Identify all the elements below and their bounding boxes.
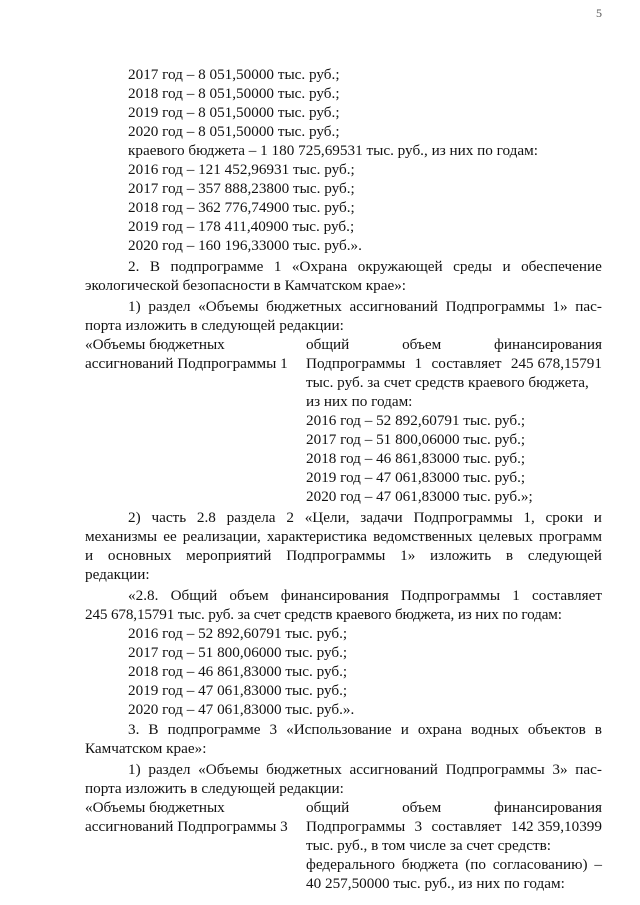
word: 2.8 — [196, 509, 216, 526]
word: 1» — [552, 298, 568, 315]
word: 3. — [128, 721, 140, 738]
table1-left-label-1: «Объемы бюджетных — [85, 336, 225, 353]
word: 1 — [273, 258, 282, 275]
word: изложить — [430, 547, 492, 564]
word: целевых — [478, 528, 533, 545]
list-item: 2017 год – 357 888,23800 тыс. руб.; — [128, 180, 355, 197]
word: программ — [538, 528, 602, 545]
item2-2-line4: редакции: — [85, 566, 150, 583]
word: пас- — [575, 298, 602, 315]
word: охрана — [417, 721, 462, 738]
word: составляет — [431, 818, 502, 835]
word: (по — [465, 856, 486, 873]
word: в — [594, 721, 602, 738]
word: «2.8. — [128, 587, 159, 604]
table3-right-line5: 40 257,50000 тыс. руб., из них по годам: — [306, 875, 565, 892]
table1-right-line1 — [306, 335, 602, 354]
word: 3 — [414, 818, 423, 835]
page-number: 5 — [596, 6, 602, 20]
word: В — [149, 258, 161, 275]
word: бюджетных — [266, 298, 342, 315]
item3-1-line2: порта изложить в следующей редакции: — [85, 780, 344, 797]
word: 245 678,15791 — [510, 355, 602, 372]
list-item: 2018 год – 46 861,83000 тыс. руб.; — [306, 450, 526, 467]
word: 1, — [523, 509, 535, 526]
table3-right-line1 — [306, 798, 602, 817]
regional-budget-intro: краевого бюджета – 1 180 725,69531 тыс. руб., из них по годам: — [128, 142, 538, 159]
word: 1 — [512, 587, 520, 604]
table1-right-line4: из них по годам: — [306, 393, 413, 410]
word: окружающей — [357, 258, 443, 275]
word: 2. — [128, 258, 140, 275]
word: Подпрограммы — [400, 587, 501, 604]
word: и — [502, 258, 511, 275]
quote28-line1 — [128, 586, 602, 605]
word: 3 — [269, 721, 278, 738]
word: общий — [306, 336, 350, 353]
word: раздела — [226, 509, 276, 526]
word: Подпрограммы — [413, 509, 513, 526]
word: 2 — [286, 509, 294, 526]
list-item: 2017 год – 51 800,06000 тыс. руб.; — [128, 644, 348, 661]
word: «Использование — [286, 721, 392, 738]
word: объем — [229, 587, 269, 604]
word: 2) — [128, 509, 141, 526]
table3-left-label-1: «Объемы бюджетных — [85, 799, 225, 816]
word: объектов — [527, 721, 586, 738]
word: 1) — [128, 298, 141, 315]
table3-left-label-2: ассигнований Подпрограммы 3 — [85, 818, 288, 835]
word: 142 359,10399 — [510, 818, 602, 835]
list-item: 2020 год – 47 061,83000 тыс. руб.». — [128, 701, 355, 718]
word: «Охрана — [291, 258, 348, 275]
word: следующей — [527, 547, 602, 564]
word: ассигнований — [349, 298, 438, 315]
word: часть — [151, 509, 187, 526]
word: финансирования — [494, 336, 602, 353]
word: объем — [402, 799, 442, 816]
word: 1 — [414, 355, 423, 372]
list-item: 2018 год – 46 861,83000 тыс. руб.; — [128, 663, 348, 680]
list-item: 2019 год – 47 061,83000 тыс. руб.; — [128, 682, 348, 699]
list-item: 2018 год – 8 051,50000 тыс. руб.; — [128, 85, 340, 102]
word: 1) — [128, 761, 141, 778]
word: финансирования — [494, 799, 602, 816]
list-item: 2016 год – 121 452,96931 тыс. руб.; — [128, 161, 355, 178]
list-item: 2019 год – 178 411,40900 тыс. руб.; — [128, 218, 355, 235]
table1-left-label-2: ассигнований Подпрограммы 1 — [85, 355, 288, 372]
word: в — [505, 547, 514, 564]
word: 3» — [552, 761, 568, 778]
word: ее — [163, 528, 177, 545]
list-item: 2017 год – 51 800,06000 тыс. руб.; — [306, 431, 526, 448]
word: сроки — [545, 509, 583, 526]
word: подпрограмме — [167, 721, 261, 738]
list-item: 2016 год – 52 892,60791 тыс. руб.; — [306, 412, 526, 429]
list-item: 2020 год – 160 196,33000 тыс. руб.». — [128, 237, 362, 254]
word: обеспечение — [521, 258, 602, 275]
table3-right-line3: тыс. руб., в том числе за счет средств: — [306, 837, 551, 854]
word: Подпрограммы — [445, 761, 545, 778]
word: «Объемы — [198, 761, 259, 778]
table1-right-line3: тыс. руб. за счет средств краевого бюджета, — [306, 374, 589, 391]
word: раздел — [148, 761, 191, 778]
word: задачи — [360, 509, 403, 526]
word: составляет — [532, 587, 602, 604]
item2-1-line2: порта изложить в следующей редакции: — [85, 317, 344, 334]
word: Подпрограммы — [286, 547, 386, 564]
word: ведомственных — [373, 528, 473, 545]
word: бюджета — [401, 856, 459, 873]
quote28-line2: 245 678,15791 тыс. руб. за счет средств краевого бюджета, из них по годам: — [85, 606, 562, 623]
word: водных — [470, 721, 519, 738]
item3-1-line1 — [128, 760, 602, 779]
word: подпрограмме — [170, 258, 264, 275]
word: «Объемы — [198, 298, 259, 315]
table1-right-line2 — [306, 354, 602, 373]
word: и — [400, 721, 409, 738]
word: объем — [402, 336, 442, 353]
word: федерального — [306, 856, 395, 873]
word: 1» — [400, 547, 416, 564]
word: Общий — [170, 587, 218, 604]
word: Подпрограммы — [306, 818, 406, 835]
item2-1-line1 — [128, 297, 602, 316]
word: «Цели, — [304, 509, 350, 526]
word: Подпрограммы — [306, 355, 406, 372]
list-item: 2018 год – 362 776,74900 тыс. руб.; — [128, 199, 355, 216]
word: среды — [453, 258, 492, 275]
word: характеристика — [266, 528, 367, 545]
list-item: 2019 год – 47 061,83000 тыс. руб.; — [306, 469, 526, 486]
list-item: 2017 год – 8 051,50000 тыс. руб.; — [128, 66, 340, 83]
word: пас- — [575, 761, 602, 778]
word: реализации, — [182, 528, 261, 545]
list-item: 2016 год – 52 892,60791 тыс. руб.; — [128, 625, 348, 642]
word: основных — [107, 547, 172, 564]
item2-line1 — [128, 257, 602, 276]
item3-line2: Камчатском крае»: — [85, 740, 207, 757]
word: и — [593, 509, 602, 526]
word: общий — [306, 799, 350, 816]
table3-right-line2 — [306, 817, 602, 836]
word: Подпрограммы — [445, 298, 545, 315]
word: В — [148, 721, 159, 738]
word: – — [594, 856, 602, 873]
list-item: 2020 год – 47 061,83000 тыс. руб.»; — [306, 488, 533, 505]
item2-line2: экологической безопасности в Камчатском крае»: — [85, 277, 407, 294]
item2-2-line2 — [85, 527, 602, 546]
word: и — [85, 547, 94, 564]
word: ассигнований — [349, 761, 438, 778]
list-item: 2020 год – 8 051,50000 тыс. руб.; — [128, 123, 340, 140]
table3-right-line4 — [306, 855, 602, 874]
item2-2-line3 — [85, 546, 602, 565]
word: механизмы — [85, 528, 158, 545]
list-item: 2019 год – 8 051,50000 тыс. руб.; — [128, 104, 340, 121]
word: составляет — [431, 355, 502, 372]
word: бюджетных — [266, 761, 342, 778]
word: раздел — [148, 298, 191, 315]
word: финансирования — [280, 587, 389, 604]
item3-line1 — [128, 720, 602, 739]
item2-2-line1 — [128, 508, 602, 527]
word: мероприятий — [186, 547, 272, 564]
word: согласованию) — [492, 856, 588, 873]
